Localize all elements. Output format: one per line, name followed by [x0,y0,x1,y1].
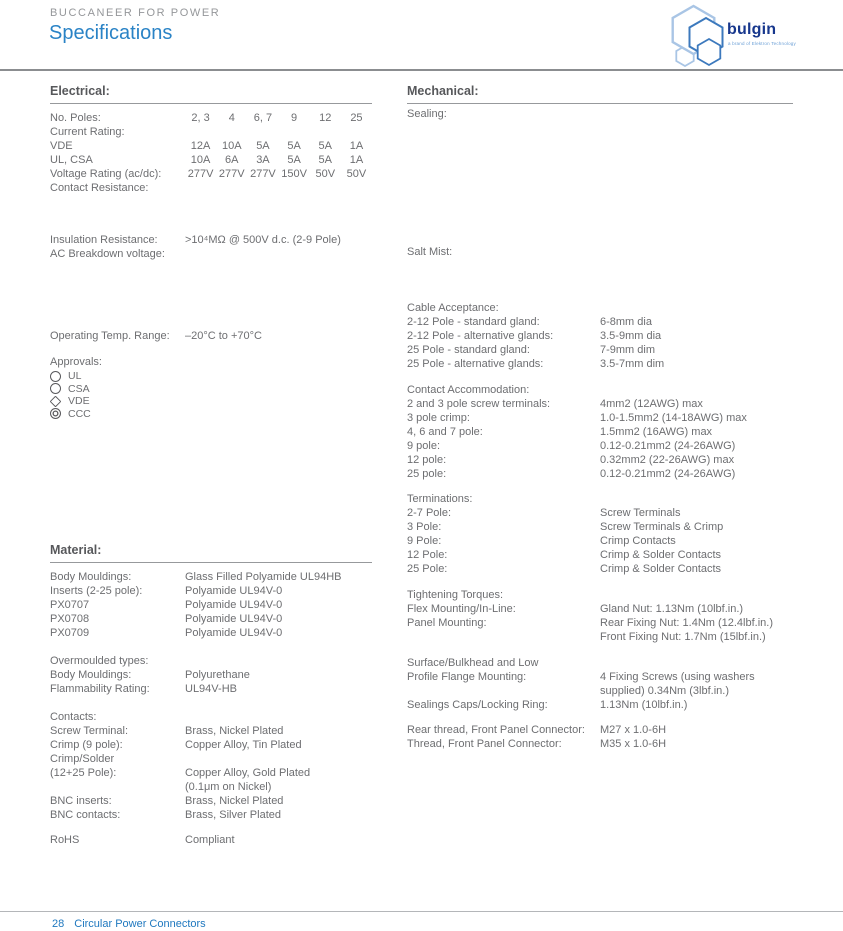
sealing-value [600,163,807,177]
operating-temp-label: Operating Temp. Range: [50,330,170,342]
footer-divider [0,911,843,912]
contact-resistance-label: Contact Resistance: [50,182,149,194]
contact-accommodation-block [407,383,807,481]
sealing-value [600,135,807,149]
contact-resistance-value [185,181,372,195]
spec-row: BNC inserts: Brass, Nickel Plated [50,795,284,807]
spec-row: Surface/Bulkhead and Low [407,657,539,669]
contact-resistance-value [185,195,372,209]
bulgin-logo [660,1,830,67]
contact-resistance-block [50,181,372,223]
spec-row: 3 Pole: Screw Terminals & Crimp [407,521,724,533]
spec-row: Crimp (9 pole): Copper Alloy, Tin Plated [50,739,302,751]
electrical-table-row: Current Rating: [50,126,125,138]
spec-row: Crimp/Solder [50,753,115,765]
spec-row: (12+25 Pole): Copper Alloy, Gold Plated [50,767,311,779]
csa-mark-icon [50,383,61,394]
electrical-section-heading-block [50,84,372,104]
spec-row: 25 pole: 0.12-0.21mm2 (24-26AWG) [407,468,736,480]
thread-block [407,723,807,751]
spec-row: (0.1μm on Nickel) [185,781,272,793]
breakdown-value [185,289,372,303]
sealing-value [600,121,807,135]
ul-mark-icon [50,371,61,382]
spec-row: 12 pole: 0.32mm2 (22-26AWG) max [407,454,735,466]
sealing-value [600,149,807,163]
material-rows-1 [50,570,372,640]
electrical-table-row: Voltage Rating (ac/dc): 277V 277V 277V 150V 50V 50V [50,168,367,180]
spec-row: Screw Terminal: Brass, Nickel Plated [50,725,284,737]
cable-acceptance-heading: Cable Acceptance: [407,302,499,314]
electrical-table-row: VDE 12A 10A 5A 5A 5A 1A [50,140,364,152]
spec-row: PX0709 Polyamide UL94V-0 [50,627,283,639]
brand-name: bulgin [727,21,777,38]
terminations-heading: Terminations: [407,493,473,505]
spec-row: Front Fixing Nut: 1.7Nm (15lbf.in.) [600,631,766,643]
spec-row: Flex Mounting/In-Line: Gland Nut: 1.13Nm (10lbf.in.) [407,603,744,615]
rohs-label: RoHS [50,834,80,846]
spec-row: 2-12 Pole - standard gland: 6-8mm dia [407,316,652,328]
spec-row: 2 and 3 pole screw terminals: 4mm2 (12AWG) max [407,398,703,410]
material-heading: Material: [50,543,372,563]
spec-row: 9 Pole: Crimp Contacts [407,535,676,547]
spec-row: 25 Pole - alternative glands: 3.5-7mm dim [407,358,665,370]
spec-row: Flammability Rating: UL94V-HB [50,683,237,695]
spec-row: Profile Flange Mounting: 4 Fixing Screws (using washers [407,671,755,683]
spec-row: Body Mouldings: Glass Filled Polyamide UL94HB [50,571,342,583]
sealing-value [600,177,807,191]
rohs-value: Compliant [185,834,235,846]
operating-temp-value: –20°C to +70°C [185,330,262,342]
material-section-heading-block [50,543,372,563]
material-rows-3 [50,710,372,822]
tightening-torques-block [407,588,807,644]
spec-row: 2-7 Pole: Screw Terminals [407,507,681,519]
footer-label: Circular Power Connectors [74,918,206,930]
spec-row: 25 Pole: Crimp & Solder Contacts [407,563,722,575]
spec-row: PX0708 Polyamide UL94V-0 [50,613,283,625]
spec-row: 2-12 Pole - alternative glands: 3.5-9mm dia [407,330,662,342]
approval-ccc [50,408,185,421]
breakdown-value [185,261,372,275]
ccc-mark-icon [50,408,61,419]
electrical-table-row: No. Poles: 2, 3 4 6, 7 9 12 25 [50,112,363,124]
approvals-block [50,355,372,468]
contact-accommodation-heading: Contact Accommodation: [407,384,530,396]
sealing-value [600,191,807,205]
cable-acceptance-block [407,301,807,371]
electrical-table-row: UL, CSA 10A 6A 3A 5A 5A 1A [50,154,364,166]
spec-row: Contacts: [50,711,97,723]
tightening-torques-heading: Tightening Torques: [407,589,504,601]
sealing-value [600,205,807,219]
approvals-label: Approvals: [50,356,102,368]
terminations-block [407,492,807,576]
page-title: Specifications [49,22,173,44]
spec-row: 12 Pole: Crimp & Solder Contacts [407,549,722,561]
sealing-value [600,219,807,233]
electrical-ratings-table [50,111,372,181]
series-eyebrow: BUCCANEER FOR POWER [50,7,221,19]
sealing-label: Sealing: [407,108,447,120]
spec-row: Inserts (2-25 pole): Polyamide UL94V-0 [50,585,283,597]
sealing-block [407,107,807,233]
approval-vde [50,395,185,408]
spec-row: 4, 6 and 7 pole: 1.5mm2 (16AWG) max [407,426,713,438]
salt-mist-label: Salt Mist: [407,246,453,258]
salt-mist-value [600,259,807,273]
spec-row: Thread, Front Panel Connector: M35 x 1.0-6H [407,738,667,750]
operating-temp-block [50,329,372,343]
breakdown-value [185,247,372,261]
spec-row: 25 Pole - standard gland: 7-9mm dim [407,344,656,356]
approval-agencies [50,370,185,468]
spec-row: 9 pole: 0.12-0.21mm2 (24-26AWG) [407,440,736,452]
approval-csa [50,383,185,396]
spec-row: Overmoulded types: [50,655,149,667]
mechanical-heading: Mechanical: [407,84,793,104]
spec-row: PX0707 Polyamide UL94V-0 [50,599,283,611]
brand-tagline: a brand of Elektron Technology [728,41,796,46]
approval-ul [50,370,185,383]
contact-resistance-value [185,209,372,223]
sealing-value [600,107,807,121]
spec-row: Rear thread, Front Panel Connector: M27 x 1.0-6H [407,724,667,736]
salt-mist-block [407,245,807,273]
breakdown-value [185,303,372,317]
breakdown-value [185,275,372,289]
approval-name-ccc: CCC [68,407,91,420]
insulation-value: >10⁴MΩ @ 500V d.c. (2-9 Pole) [185,234,341,246]
insulation-block [50,233,372,317]
vde-mark-icon [50,395,62,407]
electrical-heading: Electrical: [50,84,372,104]
insulation-label: Insulation Resistance: [50,234,158,246]
header-divider [0,69,843,71]
spec-row: BNC contacts: Brass, Silver Plated [50,809,281,821]
mechanical-section-heading-block [407,84,807,104]
material-rows-2 [50,654,372,696]
salt-mist-value [600,245,807,259]
breakdown-label: AC Breakdown voltage: [50,248,165,260]
surface-mounting-block [407,656,807,712]
approval-name-ul: UL [68,370,82,382]
spec-row: Sealings Caps/Locking Ring: 1.13Nm (10lbf.in.) [407,699,688,711]
spec-row: Panel Mounting: Rear Fixing Nut: 1.4Nm (12.4lbf.in.) [407,617,774,629]
page-number: 28 [52,918,65,930]
footer [52,918,206,930]
spec-row: Body Mouldings: Polyurethane [50,669,250,681]
approval-name-vde: VDE [68,395,90,407]
spec-row: supplied) 0.34Nm (3lbf.in.) [600,685,730,697]
spec-row: 3 pole crimp: 1.0-1.5mm2 (14-18AWG) max [407,412,747,424]
approval-name-csa: CSA [68,382,90,395]
rohs-block [50,833,372,847]
